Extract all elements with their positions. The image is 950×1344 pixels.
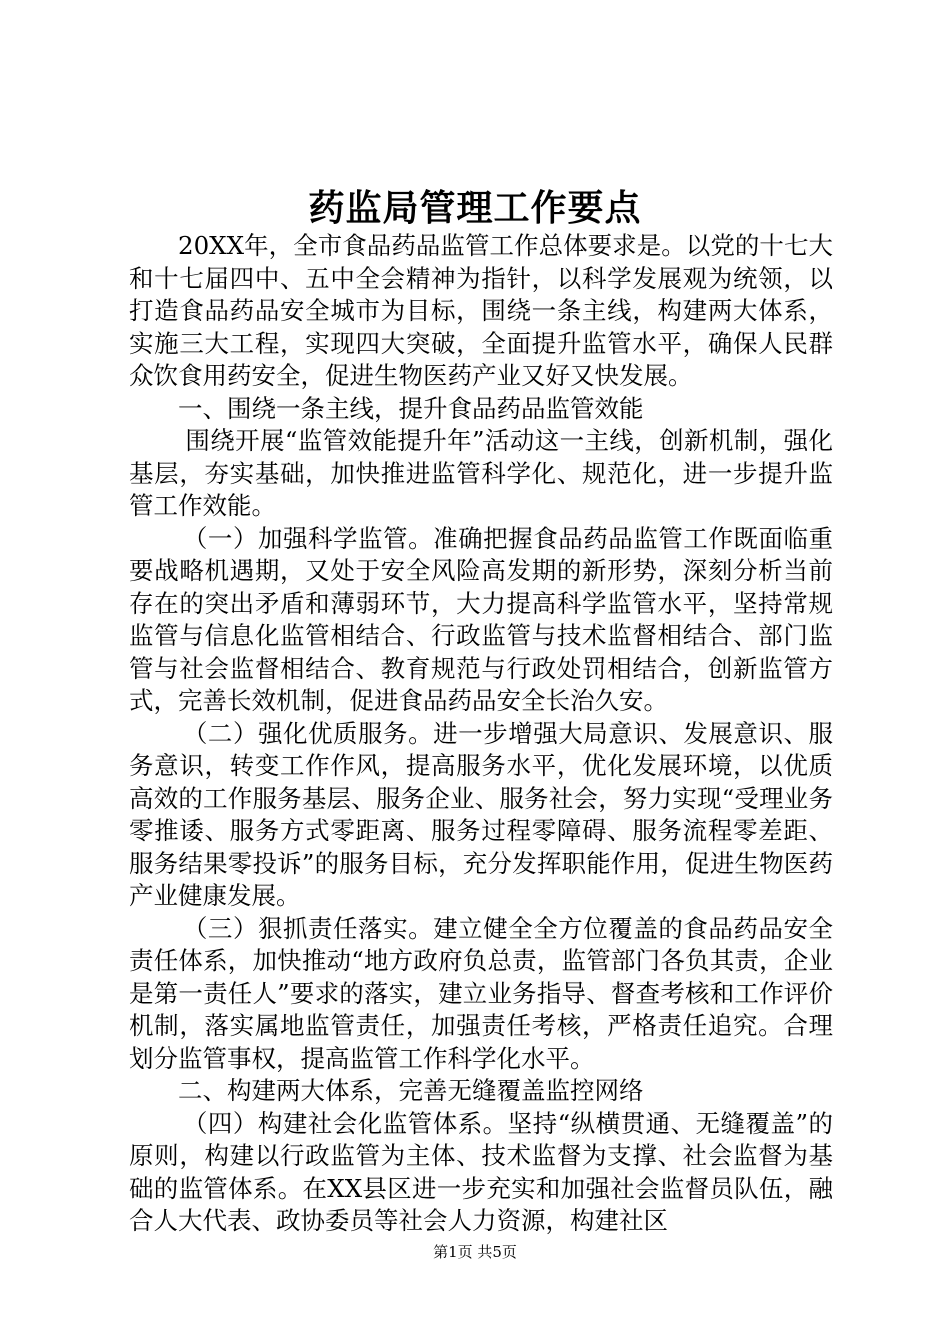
section-heading-1: 一、围绕一条主线，提升食品药品监管效能: [178, 393, 644, 423]
document-title: 药监局管理工作要点: [308, 187, 642, 229]
section-heading-2: 二、构建两大体系，完善无缝覆盖监控网络: [178, 1076, 644, 1105]
page-footer: 第1页 共5页: [433, 1243, 517, 1261]
document-body: [129, 230, 833, 1238]
paragraph-item-3: （三）狠抓责任落实。建立健全全方位覆盖的食品药品安全责任体系，加快推动“地方政府负总责，监管部门各负其责，企业是第一责任人”要求的落实，建立业务指导、督查考核和工作评价机制，落实属地监管责任，加强责任考核，严格责任追究。合理划分监管事权，提高监管工作科学化水平。: [129, 913, 833, 1073]
paragraph-intro: 20XX年，全市食品药品监管工作总体要求是。以党的十七大和十七届四中、五中全会精神为指针，以科学发展观为统领，以打造食品药品安全城市为目标，围绕一条主线，构建两大体系，实施三大工程，实现四大突破，全面提升监管水平，确保人民群众饮食用药安全，促进生物医药产业又好又快发展。: [129, 231, 833, 390]
paragraph-section-1: 围绕开展“监管效能提升年”活动这一主线，创新机制，强化基层，夯实基础，加快推进监管科学化、规范化，进一步提升监管工作效能。: [129, 426, 833, 520]
paragraph-item-1: （一）加强科学监管。准确把握食品药品监管工作既面临重要战略机遇期，又处于安全风险高发期的新形势，深刻分析当前存在的突出矛盾和薄弱环节，大力提高科学监管水平，坚持常规监管与信息化监管相结合、行政监管与技术监督相结合、部门监管与社会监督相结合、教育规范与行政处罚相结合，创新监管方式，完善长效机制，促进食品药品安全长治久安。: [129, 523, 833, 715]
paragraph-item-2: （二）强化优质服务。进一步增强大局意识、发展意识、服务意识，转变工作作风，提高服务水平，优化发展环境，以优质高效的工作服务基层、服务企业、服务社会，努力实现“受理业务零推诿、服务方式零距离、服务过程零障碍、服务流程零差距、服务结果零投诉”的服务目标，充分发挥职能作用，促进生物医药产业健康发展。: [129, 718, 833, 910]
paragraph-item-4: （四）构建社会化监管体系。坚持“纵横贯通、无缝覆盖”的原则，构建以行政监管为主体、技术监督为支撑、社会监督为基础的监管体系。在XX县区进一步充实和加强社会监督员队伍，融合人大代表、政协委员等社会人力资源，构建社区: [129, 1108, 833, 1235]
